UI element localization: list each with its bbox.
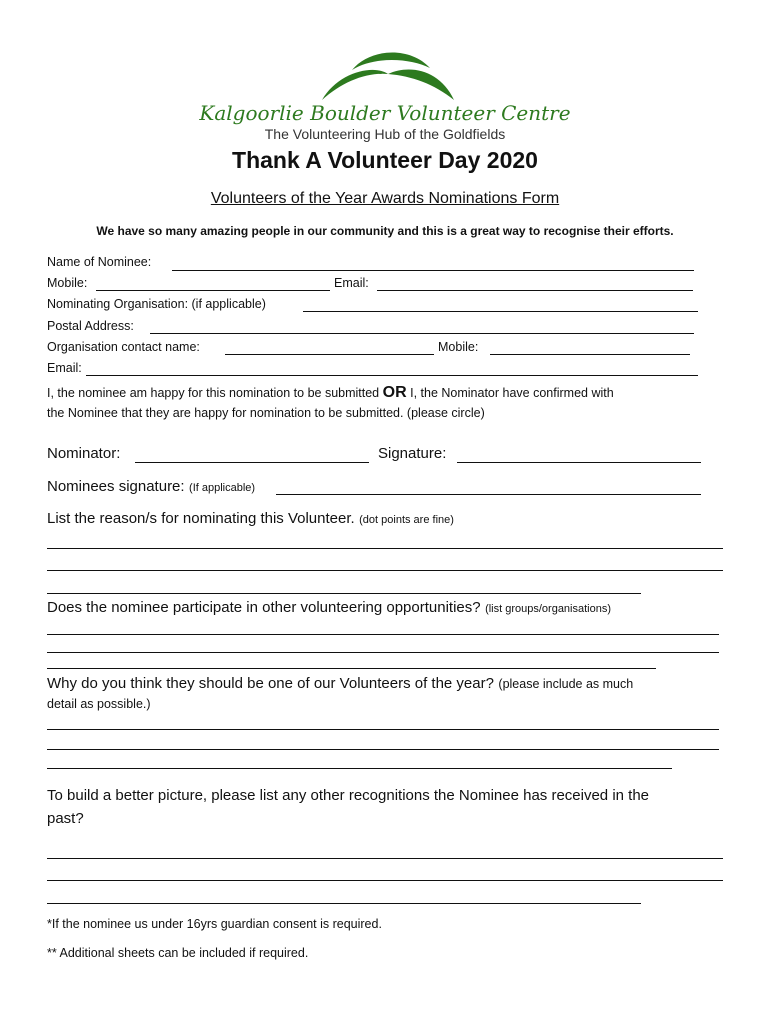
nominees-signature-label: Nominees signature:: [47, 478, 185, 495]
postal-address-field[interactable]: [150, 333, 694, 334]
name-of-nominee-field[interactable]: [172, 270, 694, 271]
page-title: Thank A Volunteer Day 2020: [232, 147, 538, 173]
q2-answer-line[interactable]: [47, 634, 719, 635]
mobile-field[interactable]: [96, 290, 330, 291]
q4-answer-line[interactable]: [47, 903, 641, 904]
org-name: Kalgoorlie Boulder Volunteer Centre: [199, 101, 571, 125]
intro-text: We have so many amazing people in our community and this is a great way to recognise their efforts.: [96, 224, 674, 238]
nominating-org-field[interactable]: [303, 311, 698, 312]
question-2: Does the nominee participate in other volunteering opportunities? (list groups/organisations): [47, 599, 612, 616]
mobile2-field[interactable]: [490, 354, 690, 355]
signature-label: Signature:: [378, 445, 447, 462]
q4-answer-line[interactable]: [47, 880, 723, 881]
or-text: OR: [382, 384, 407, 401]
consent-line-1: [47, 384, 614, 402]
q3-answer-line[interactable]: [47, 768, 672, 769]
question-3: Why do you think they should be one of our Volunteers of the year? (please include as much: [47, 675, 634, 692]
if-applicable-note: (If applicable): [189, 482, 256, 494]
org-contact-name-label: Organisation contact name:: [47, 340, 200, 354]
question-4-line-2: past?: [47, 810, 84, 827]
footnote-guardian-consent: *If the nominee us under 16yrs guardian consent is required.: [47, 917, 382, 931]
leaf-logo-icon: [318, 44, 458, 104]
email-field[interactable]: [377, 290, 693, 291]
postal-address-label: Postal Address:: [47, 319, 134, 333]
email-label: Email:: [334, 276, 369, 290]
consent-nominee-option[interactable]: I, the nominee am happy for this nomination to be submitted: [47, 386, 380, 400]
nominator-label: Nominator:: [47, 445, 121, 462]
mobile2-label: Mobile:: [438, 340, 479, 354]
q1-answer-line[interactable]: [47, 593, 641, 594]
email2-label: Email:: [47, 361, 82, 375]
nominator-field[interactable]: [135, 462, 369, 463]
consent-line-2: the Nominee that they are happy for nomination to be submitted. (please circle): [47, 406, 485, 420]
question-3-note: detail as possible.): [47, 697, 151, 711]
form-subtitle: Volunteers of the Year Awards Nominations Form: [210, 190, 560, 207]
q2-answer-line[interactable]: [47, 668, 656, 669]
org-tagline: The Volunteering Hub of the Goldfields: [264, 126, 506, 142]
mobile-label: Mobile:: [47, 276, 88, 290]
q4-answer-line[interactable]: [47, 858, 723, 859]
q3-answer-line[interactable]: [47, 729, 719, 730]
nominees-signature-row: [47, 478, 255, 496]
q2-answer-line[interactable]: [47, 652, 719, 653]
q1-answer-line[interactable]: [47, 548, 723, 549]
nominating-org-label: Nominating Organisation: (if applicable): [47, 297, 266, 311]
q3-answer-line[interactable]: [47, 749, 719, 750]
footnote-additional-sheets: ** Additional sheets can be included if required.: [47, 946, 309, 960]
signature-field[interactable]: [457, 462, 701, 463]
question-1: List the reason/s for nominating this Volunteer. (dot points are fine): [47, 510, 454, 527]
email2-field[interactable]: [86, 375, 698, 376]
q1-answer-line[interactable]: [47, 570, 723, 571]
question-4-line-1: To build a better picture, please list any other recognitions the Nominee has received in the: [47, 787, 650, 804]
org-contact-name-field[interactable]: [225, 354, 434, 355]
name-of-nominee-label: Name of Nominee:: [47, 255, 152, 269]
consent-nominator-option[interactable]: I, the Nominator have confirmed with: [410, 386, 614, 400]
nominees-signature-field[interactable]: [276, 494, 701, 495]
